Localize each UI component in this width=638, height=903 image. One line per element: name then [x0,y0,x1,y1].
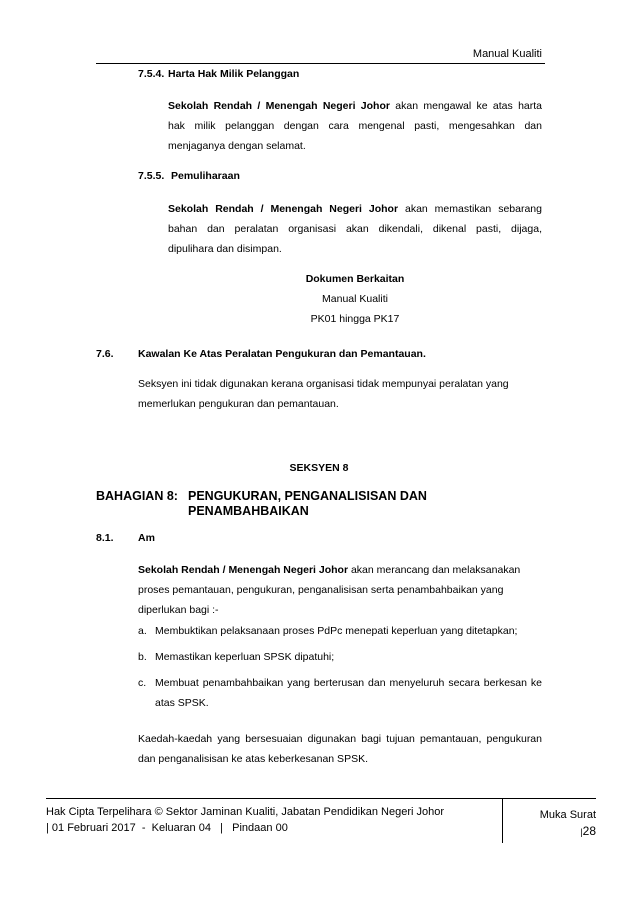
school-name: Sekolah Rendah / Menengah Negeri Johor [168,203,399,215]
body-line [168,199,542,219]
section-body-7-6 [138,374,542,414]
closing-paragraph [138,729,542,769]
body-text: akan mengawal ke atas harta [395,100,543,112]
school-name: Sekolah Rendah / Menengah Negeri Johor [168,100,390,112]
footer-release: Keluaran 04 [151,822,211,834]
body-line: hak milik pelanggan dengan cara mengenal pasti, mengesahkan dan [168,120,542,132]
body-line: dipulihara dan disimpan. [168,243,282,255]
list-item-text: Membuktikan pelaksanaan proses PdPc menepati keperluan yang ditetapkan; [155,625,518,637]
page-number-value: 28 [582,824,596,838]
school-name: Sekolah Rendah / Menengah Negeri Johor [138,564,349,576]
page-number-separator: | [580,827,583,837]
list-item-line: atas SPSK. [155,697,209,709]
section-body-7-5-5 [168,199,542,259]
section-title-7-5-4: Harta Hak Milik Pelanggan [168,68,300,80]
section-body-7-5-4 [168,96,542,156]
related-documents [168,269,542,329]
related-item: PK01 hingga PK17 [310,313,400,325]
body-line: proses pemantauan, pengukuran, penganalisisan serta penambahbaikan yang [138,584,504,596]
list-item-marker: b. [138,651,147,663]
footer-divider [502,798,503,843]
section-heading: SEKSYEN 8 [289,462,349,474]
footer-date: 01 Februari 2017 [51,822,136,834]
part-label: BAHAGIAN 8: [96,489,178,503]
body-text: akan memastikan sebarang [404,203,542,215]
part-title [188,489,427,519]
body-line: menjaganya dengan selamat. [168,140,306,152]
section-title-7-5-5: Pemuliharaan [171,170,240,182]
body-line: bahan dan peralatan organisasi akan dikendali, dikenal pasti, dijaga, [168,223,542,235]
list-item-marker: c. [138,677,147,689]
body-line: Seksyen ini tidak digunakan kerana organisasi tidak mempunyai peralatan yang [138,378,509,390]
body-line [168,96,542,116]
section-number-8-1: 8.1. [96,532,114,544]
body-line: diperlukan bagi :- [138,604,219,616]
list-item-text: Memastikan keperluan SPSK dipatuhi; [155,651,335,663]
footer-copyright: Hak Cipta Terpelihara © Sektor Jaminan Kualiti, Jabatan Pendidikan Negeri Johor [46,806,445,818]
list-item-text [155,673,542,713]
section-title-7-6: Kawalan Ke Atas Peralatan Pengukuran dan Pemantauan. [138,348,426,360]
section-title-8-1: Am [138,532,155,544]
header-title: Manual Kualiti [472,48,542,60]
footer-rule [46,798,596,799]
section-number-7-6: 7.6. [96,348,114,360]
footer-separator: | [220,822,223,834]
section-body-8-1 [138,560,542,620]
body-text: akan merancang dan melaksanakan [350,564,521,576]
related-item: Manual Kualiti [322,293,388,305]
list-item-line: Membuat penambahbaikan yang berterusan dan menyeluruh secara berkesan ke [155,677,542,689]
footer-separator: | [46,822,49,834]
part-title-line: PENAMBAHBAIKAN [188,504,309,518]
body-line: Kaedah-kaedah yang bersesuaian digunakan bagi tujuan pemantauan, pengukuran [138,733,542,745]
page-label: Muka Surat [539,809,596,821]
body-line: dan penganalisisan ke atas keberkesanan SPSK. [138,753,368,765]
body-line: memerlukan pengukuran dan pemantauan. [138,398,339,410]
footer-separator: - [141,822,146,834]
related-heading: Dokumen Berkaitan [305,273,405,285]
footer-revision: Pindaan 00 [232,822,288,834]
list-item-marker: a. [138,625,147,637]
section-number-7-5-5: 7.5.5. [138,170,165,182]
section-number-7-5-4: 7.5.4. [138,68,165,80]
body-line [138,560,542,580]
header-rule [96,63,545,64]
footer-version [46,822,288,834]
page-number [580,824,596,838]
part-title-line: PENGUKURAN, PENGANALISISAN DAN [188,489,427,503]
